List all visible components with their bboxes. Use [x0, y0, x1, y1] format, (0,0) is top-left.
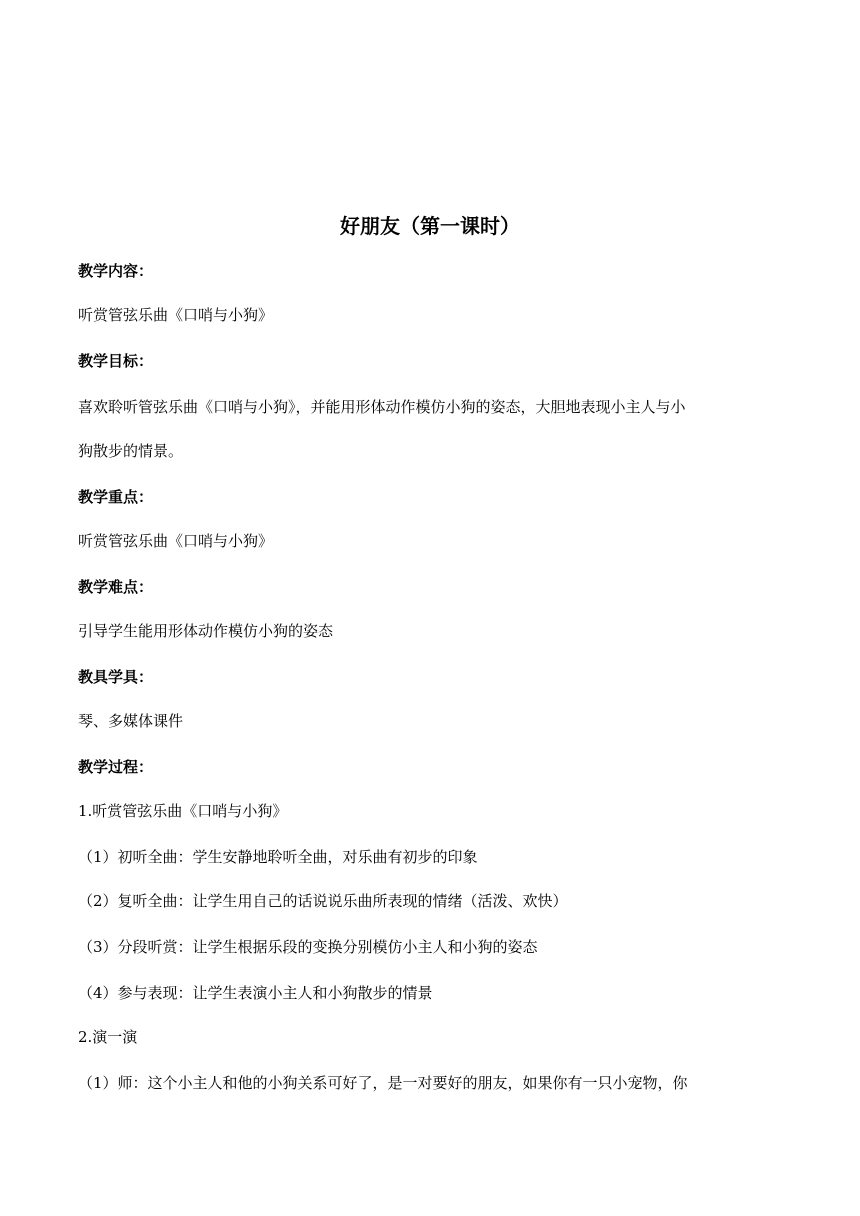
process-step-1-3: （3）分段听赏：让学生根据乐段的变换分别模仿小主人和小狗的姿态: [78, 938, 538, 956]
page-title: 好朋友（第一课时）: [340, 214, 520, 238]
content-text: 听赏管弦乐曲《口哨与小狗》: [78, 306, 274, 324]
goal-heading: 教学目标：: [78, 352, 154, 370]
key-text: 听赏管弦乐曲《口哨与小狗》: [78, 532, 274, 550]
difficulty-heading: 教学难点：: [78, 578, 154, 596]
key-heading: 教学重点：: [78, 488, 154, 506]
difficulty-text: 引导学生能用形体动作模仿小狗的姿态: [78, 622, 334, 640]
process-step-2: 2.演一演: [78, 1028, 138, 1046]
tools-heading: 教具学具：: [78, 668, 154, 686]
content-heading: 教学内容：: [78, 262, 154, 280]
process-step-1-2: （2）复听全曲：让学生用自己的话说说乐曲所表现的情绪（活泼、欢快）: [78, 892, 568, 910]
process-step-1: 1.听赏管弦乐曲《口哨与小狗》: [78, 802, 288, 820]
process-heading: 教学过程：: [78, 758, 154, 776]
process-step-2-1: （1）师：这个小主人和他的小狗关系可好了，是一对要好的朋友，如果你有一只小宠物，你: [78, 1074, 688, 1092]
process-step-1-1: （1）初听全曲：学生安静地聆听全曲，对乐曲有初步的印象: [78, 848, 478, 866]
process-step-1-4: （4）参与表现：让学生表演小主人和小狗散步的情景: [78, 984, 433, 1002]
goal-text-line1: 喜欢聆听管弦乐曲《口哨与小狗》，并能用形体动作模仿小狗的姿态，大胆地表现小主人与小: [78, 398, 686, 416]
tools-text: 琴、多媒体课件: [78, 712, 184, 730]
goal-text-line2: 狗散步的情景。: [78, 442, 184, 460]
